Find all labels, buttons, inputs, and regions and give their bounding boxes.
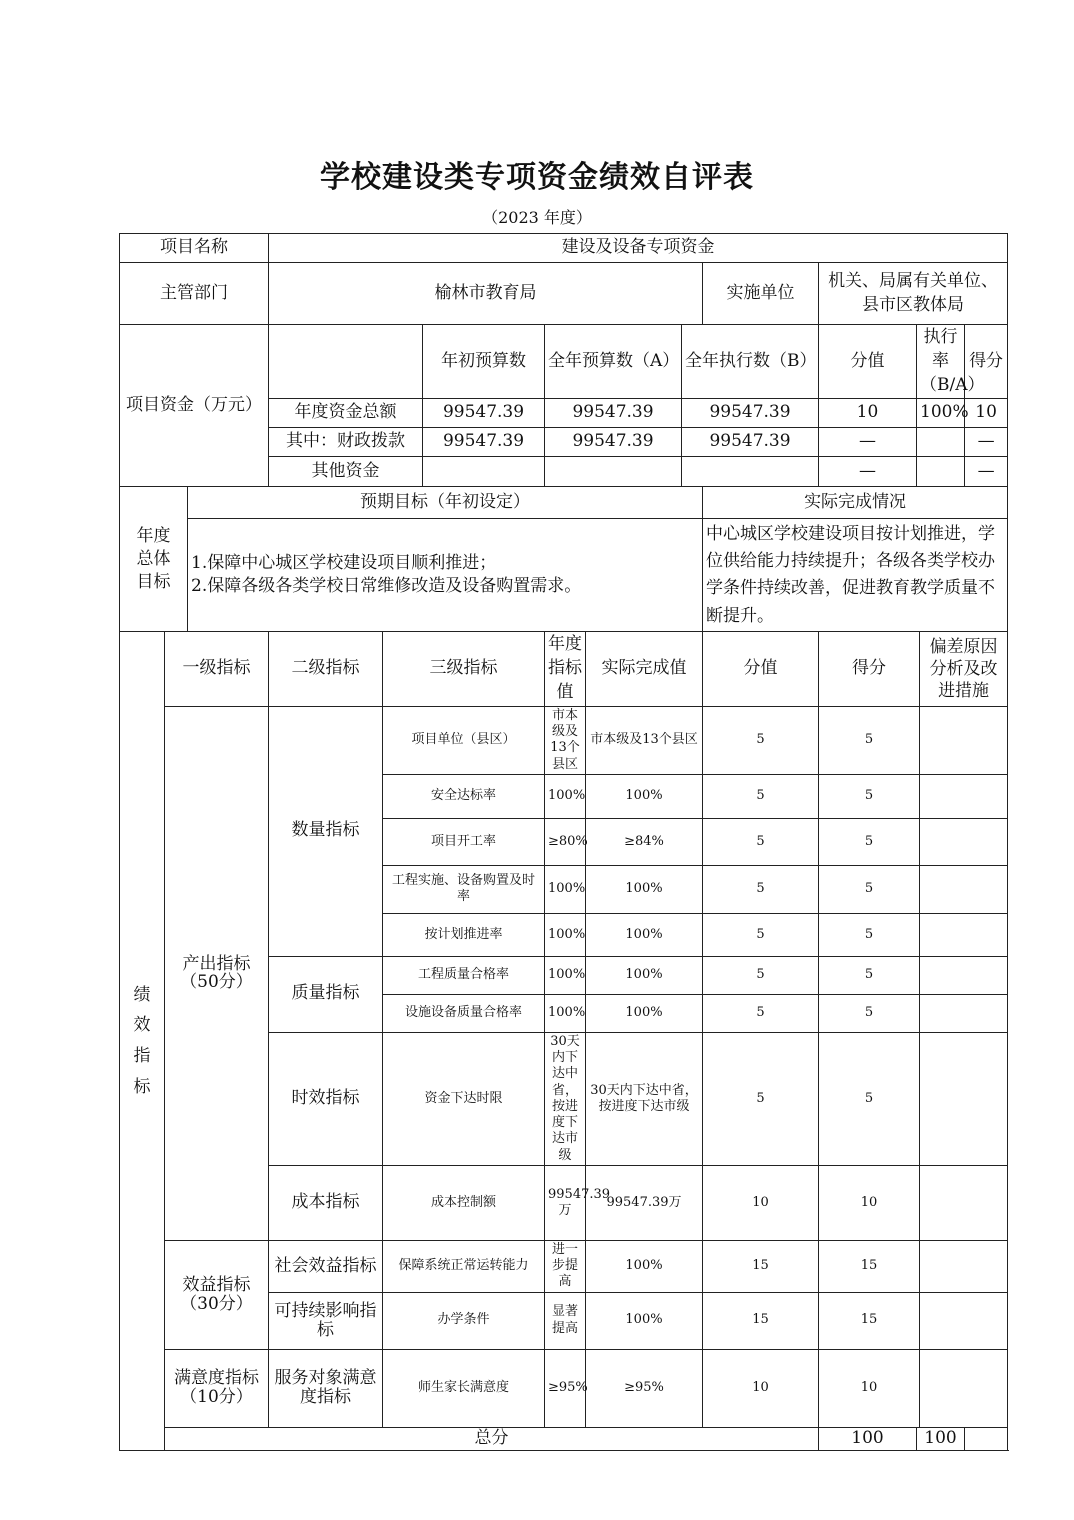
- score-value-cell: 15: [703, 1292, 819, 1349]
- note-cell: [920, 913, 1008, 956]
- ind-header-target: 年度指标值: [545, 632, 586, 706]
- target-cell: 100%: [545, 956, 586, 994]
- target-cell: ≥95%: [545, 1349, 586, 1427]
- actual-cell: 100%: [586, 913, 703, 956]
- actual-cell: 100%: [586, 774, 703, 818]
- score-cell: 5: [819, 865, 920, 913]
- funds-row-name: 其他资金: [269, 457, 423, 487]
- funds-cell: [917, 457, 965, 487]
- funds-header-score-value: 分值: [819, 325, 917, 399]
- dept-label: 主管部门: [120, 263, 269, 325]
- funds-cell: —: [965, 428, 1008, 457]
- note-cell: [920, 818, 1008, 865]
- target-cell: 100%: [545, 865, 586, 913]
- funds-cell: [545, 457, 682, 487]
- funds-row-name: 年度资金总额: [269, 399, 423, 428]
- goals-expected-line-2: 2.保障各级各类学校日常维修改造及设备购置需求。: [191, 576, 582, 597]
- funds-cell: 10: [819, 399, 917, 428]
- l3-cell: 成本控制额: [383, 1165, 545, 1240]
- ind-header-score-value: 分值: [703, 632, 819, 706]
- funds-cell: [682, 457, 819, 487]
- evaluation-table: [119, 233, 1008, 1451]
- score-value-cell: 5: [703, 865, 819, 913]
- score-cell: 5: [819, 774, 920, 818]
- actual-cell: 30天内下达中省，按进度下达市级: [586, 1032, 703, 1165]
- score-cell: 15: [819, 1240, 920, 1292]
- actual-cell: 100%: [586, 1240, 703, 1292]
- target-cell: 30天内下达中省，按进度下达市级: [545, 1032, 586, 1165]
- score-cell: 10: [819, 1349, 920, 1427]
- goals-actual: 中心城区学校建设项目按计划推进，学位供给能力持续提升；各级各类学校办学条件持续改善，促进教育教学质量不断提升。: [703, 519, 1008, 632]
- target-cell: 100%: [545, 774, 586, 818]
- funds-header-blank: [269, 325, 423, 399]
- goals-expected: [188, 519, 703, 632]
- funds-cell: 99547.39: [545, 428, 682, 457]
- score-cell: 5: [819, 818, 920, 865]
- ind-header-score: 得分: [819, 632, 920, 706]
- goals-label: [120, 487, 188, 632]
- score-value-cell: 5: [703, 956, 819, 994]
- score-value-cell: 5: [703, 774, 819, 818]
- funds-cell: 99547.39: [423, 428, 545, 457]
- indicators-label: [120, 632, 165, 1450]
- target-cell: 显著提高: [545, 1292, 586, 1349]
- l3-cell: 项目单位（县区）: [383, 706, 545, 774]
- note-cell: [920, 1292, 1008, 1349]
- l3-cell: 保障系统正常运转能力: [383, 1240, 545, 1292]
- total-note: [965, 1427, 1008, 1450]
- funds-label: 项目资金（万元）: [120, 325, 269, 487]
- funds-cell: 99547.39: [545, 399, 682, 428]
- l3-cell: 工程实施、设备购置及时率: [383, 865, 545, 913]
- score-value-cell: 5: [703, 994, 819, 1032]
- funds-header-executed: 全年执行数（B）: [682, 325, 819, 399]
- note-cell: [920, 1165, 1008, 1240]
- score-cell: 5: [819, 913, 920, 956]
- l3-cell: 办学条件: [383, 1292, 545, 1349]
- funds-cell: [917, 428, 965, 457]
- l3-cell: 项目开工率: [383, 818, 545, 865]
- score-cell: 15: [819, 1292, 920, 1349]
- score-cell: 5: [819, 706, 920, 774]
- target-cell: 99547.39万: [545, 1165, 586, 1240]
- actual-cell: 市本级及13个县区: [586, 706, 703, 774]
- funds-cell: [423, 457, 545, 487]
- l1-satisfaction: 满意度指标（10分）: [165, 1349, 269, 1427]
- project-name-value: 建设及设备专项资金: [269, 234, 1008, 263]
- goals-label-text: 年度总体目标: [136, 525, 171, 592]
- ind-header-l3: 三级指标: [383, 632, 545, 706]
- funds-header-initial: 年初预算数: [423, 325, 545, 399]
- l2-timeliness: 时效指标: [269, 1032, 383, 1165]
- actual-cell: 100%: [586, 994, 703, 1032]
- target-cell: 市本级及13个县区: [545, 706, 586, 774]
- actual-cell: 99547.39万: [586, 1165, 703, 1240]
- year-subtitle: （2023 年度）: [482, 208, 592, 227]
- l2-quantity: 数量指标: [269, 706, 383, 956]
- funds-header-annual: 全年预算数（A）: [545, 325, 682, 399]
- l2-service: 服务对象满意度指标: [269, 1349, 383, 1427]
- funds-header-score: 得分: [965, 325, 1008, 399]
- score-cell: 5: [819, 1032, 920, 1165]
- funds-cell: 10: [965, 399, 1008, 428]
- score-value-cell: 5: [703, 818, 819, 865]
- l3-cell: 设施设备质量合格率: [383, 994, 545, 1032]
- l3-cell: 师生家长满意度: [383, 1349, 545, 1427]
- funds-cell: 99547.39: [423, 399, 545, 428]
- total-score-value: 100: [819, 1427, 917, 1450]
- actual-cell: 100%: [586, 956, 703, 994]
- funds-row-name: 其中：财政拨款: [269, 428, 423, 457]
- score-value-cell: 5: [703, 706, 819, 774]
- actual-cell: 100%: [586, 1292, 703, 1349]
- score-value-cell: 5: [703, 1032, 819, 1165]
- score-cell: 5: [819, 994, 920, 1032]
- note-cell: [920, 994, 1008, 1032]
- score-value-cell: 10: [703, 1349, 819, 1427]
- goals-expected-header: 预期目标（年初设定）: [188, 487, 703, 519]
- total-label: 总分: [165, 1427, 819, 1450]
- goals-actual-header: 实际完成情况: [703, 487, 1008, 519]
- funds-cell: —: [965, 457, 1008, 487]
- goals-expected-line-1: 1.保障中心城区学校建设项目顺利推进；: [191, 552, 497, 573]
- actual-cell: ≥84%: [586, 818, 703, 865]
- l2-social: 社会效益指标: [269, 1240, 383, 1292]
- l3-cell: 按计划推进率: [383, 913, 545, 956]
- ind-header-note: 偏差原因分析及改进措施: [920, 632, 1008, 706]
- project-name-label: 项目名称: [120, 234, 269, 263]
- ind-header-l2: 二级指标: [269, 632, 383, 706]
- indicators-label-text: 绩效指标: [133, 984, 151, 1097]
- note-cell: [920, 1349, 1008, 1427]
- funds-cell: 100%: [917, 399, 965, 428]
- score-value-cell: 15: [703, 1240, 819, 1292]
- l2-quality: 质量指标: [269, 956, 383, 1032]
- target-cell: 100%: [545, 913, 586, 956]
- l3-cell: 安全达标率: [383, 774, 545, 818]
- funds-cell: —: [819, 428, 917, 457]
- note-cell: [920, 774, 1008, 818]
- l3-cell: 资金下达时限: [383, 1032, 545, 1165]
- score-value-cell: 10: [703, 1165, 819, 1240]
- actual-cell: 100%: [586, 865, 703, 913]
- page-title: 学校建设类专项资金绩效自评表: [320, 160, 754, 195]
- total-score: 100: [917, 1427, 965, 1450]
- funds-header-exec-rate: 执行率（B/A）: [917, 325, 965, 399]
- impl-label: 实施单位: [703, 263, 819, 325]
- target-cell: ≥80%: [545, 818, 586, 865]
- l3-cell: 工程质量合格率: [383, 956, 545, 994]
- note-cell: [920, 1240, 1008, 1292]
- note-cell: [920, 1032, 1008, 1165]
- funds-cell: 99547.39: [682, 399, 819, 428]
- actual-cell: ≥95%: [586, 1349, 703, 1427]
- note-cell: [920, 956, 1008, 994]
- target-cell: 进一步提高: [545, 1240, 586, 1292]
- note-cell: [920, 865, 1008, 913]
- impl-value: 机关、局属有关单位、县市区教体局: [819, 263, 1008, 325]
- ind-header-l1: 一级指标: [165, 632, 269, 706]
- score-cell: 5: [819, 956, 920, 994]
- l1-benefit: 效益指标（30分）: [165, 1240, 269, 1349]
- l1-output: 产出指标（50分）: [165, 706, 269, 1240]
- l2-cost: 成本指标: [269, 1165, 383, 1240]
- funds-cell: —: [819, 457, 917, 487]
- target-cell: 100%: [545, 994, 586, 1032]
- funds-cell: 99547.39: [682, 428, 819, 457]
- dept-value: 榆林市教育局: [269, 263, 703, 325]
- score-cell: 10: [819, 1165, 920, 1240]
- l2-sustain: 可持续影响指标: [269, 1292, 383, 1349]
- note-cell: [920, 706, 1008, 774]
- score-value-cell: 5: [703, 913, 819, 956]
- ind-header-actual: 实际完成值: [586, 632, 703, 706]
